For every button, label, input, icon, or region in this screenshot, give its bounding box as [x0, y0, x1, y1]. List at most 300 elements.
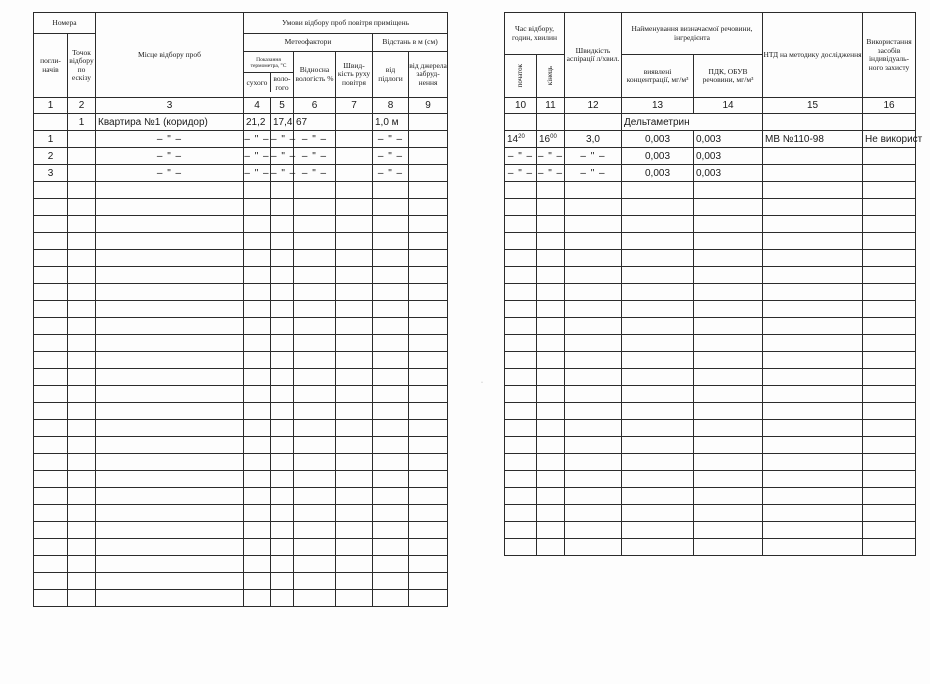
cell-c1: 2 [34, 148, 68, 165]
cell-c8 [373, 369, 409, 386]
cell-c8 [373, 573, 409, 590]
cell-c1 [34, 301, 68, 318]
cell-c10 [505, 335, 537, 352]
cell-c10 [505, 369, 537, 386]
cell-c7 [336, 301, 373, 318]
cell-c14: 0,003 [694, 148, 763, 165]
cell-c2 [68, 403, 96, 420]
cell-c14 [694, 471, 763, 488]
cell-c5 [271, 471, 294, 488]
cell-c5: 17,4 [271, 114, 294, 131]
cell-c10 [505, 437, 537, 454]
col-number: 9 [409, 98, 448, 114]
cell-c2 [68, 267, 96, 284]
cell-c16 [863, 505, 916, 522]
time-minutes: 20 [518, 133, 525, 140]
header-from-source: від джерела забруд-нення [409, 52, 448, 98]
cell-c3 [96, 420, 244, 437]
cell-c6 [294, 522, 336, 539]
cell-c13 [622, 352, 694, 369]
cell-c15: МВ №110-98 [763, 131, 863, 148]
cell-c1 [34, 403, 68, 420]
cell-c9 [409, 165, 448, 182]
cell-c12 [565, 301, 622, 318]
cell-c11 [537, 403, 565, 420]
cell-c16: Не використ [863, 131, 916, 148]
cell-c12 [565, 199, 622, 216]
cell-c10 [505, 165, 537, 182]
cell-c12 [565, 369, 622, 386]
col-number: 2 [68, 98, 96, 114]
cell-c13 [622, 216, 694, 233]
table-row [34, 437, 448, 454]
cell-c10 [505, 454, 537, 471]
cell-c11 [537, 250, 565, 267]
cell-c2 [68, 233, 96, 250]
cell-c15 [763, 420, 863, 437]
cell-c16 [863, 250, 916, 267]
cell-c6 [294, 403, 336, 420]
cell-c11 [537, 182, 565, 199]
header-dry: сухого [244, 73, 271, 92]
cell-c15 [763, 182, 863, 199]
cell-c11 [537, 267, 565, 284]
cell-c5: – " – [271, 165, 294, 182]
cell-c11 [537, 420, 565, 437]
cell-c13 [622, 505, 694, 522]
cell-c11 [537, 369, 565, 386]
cell-c2 [68, 199, 96, 216]
cell-c4 [244, 182, 271, 199]
cell-c16 [863, 182, 916, 199]
cell-c3 [96, 573, 244, 590]
table-row [505, 199, 916, 216]
cell-c5 [271, 216, 294, 233]
table-row [34, 369, 448, 386]
cell-c10 [505, 233, 537, 250]
cell-c9 [409, 386, 448, 403]
cell-c7 [336, 437, 373, 454]
cell-c10 [505, 318, 537, 335]
cell-c2 [68, 216, 96, 233]
header-air-speed: Швид-кість руху повітря [336, 52, 373, 98]
cell-c10 [505, 471, 537, 488]
cell-c2 [68, 318, 96, 335]
cell-c9 [409, 454, 448, 471]
cell-c9 [409, 182, 448, 199]
cell-c9 [409, 199, 448, 216]
cell-c8 [373, 182, 409, 199]
table-row [505, 148, 916, 165]
cell-c14 [694, 420, 763, 437]
cell-c7 [336, 165, 373, 182]
cell-c16 [863, 335, 916, 352]
cell-c9 [409, 556, 448, 573]
cell-c2 [68, 369, 96, 386]
substance-name-row [505, 114, 916, 131]
cell-c10 [505, 199, 537, 216]
header-conditions: Умови відбору проб повітря приміщень [244, 13, 448, 34]
cell-c8 [373, 250, 409, 267]
table-row [505, 437, 916, 454]
cell-c8 [373, 522, 409, 539]
cell-c1 [34, 471, 68, 488]
cell-c12: – " – [565, 165, 622, 182]
cell-c7 [336, 114, 373, 131]
cell-c11 [537, 131, 565, 148]
cell-c5 [271, 318, 294, 335]
cell-c6 [294, 539, 336, 556]
cell-c15 [763, 471, 863, 488]
cell-c5 [271, 250, 294, 267]
table-row [34, 522, 448, 539]
cell-c15 [763, 369, 863, 386]
cell-c7 [336, 454, 373, 471]
cell-c10 [505, 267, 537, 284]
cell-c11 [537, 539, 565, 556]
cell-c8: – " – [373, 131, 409, 148]
cell-c11 [537, 165, 565, 182]
cell-c14 [694, 233, 763, 250]
header-thermometer: Показання термометра, °С [244, 57, 293, 73]
col-number: 5 [271, 98, 294, 114]
cell-c9 [409, 267, 448, 284]
cell-c1 [34, 216, 68, 233]
cell-c3 [96, 233, 244, 250]
cell-c12 [565, 471, 622, 488]
cell-c16 [863, 403, 916, 420]
cell-c12 [565, 182, 622, 199]
header-from-floor: від підлоги [373, 52, 409, 98]
table-row [34, 420, 448, 437]
cell-c8: – " – [373, 148, 409, 165]
cell-c1 [34, 539, 68, 556]
cell-c12 [565, 284, 622, 301]
cell-c1: 3 [34, 165, 68, 182]
cell-c2 [68, 386, 96, 403]
cell-c11 [537, 216, 565, 233]
header-distance: Відстань в м (см) [373, 34, 448, 52]
cell-c6: 67 [294, 114, 336, 131]
table-row [34, 131, 448, 148]
cell-c6 [294, 454, 336, 471]
cell-c8 [373, 488, 409, 505]
right-sampling-table [504, 12, 923, 556]
table-row [34, 301, 448, 318]
col-number: 8 [373, 98, 409, 114]
cell-c2 [68, 352, 96, 369]
cell-c14: 0,003 [694, 165, 763, 182]
cell-c1 [34, 590, 68, 607]
header-start: початок [516, 64, 525, 88]
cell-c3: – " – [96, 148, 244, 165]
header-substance: Найменування визначаємої речовини, інгредієнта [622, 13, 763, 55]
cell-c4 [244, 590, 271, 607]
cell-c15 [763, 267, 863, 284]
table-row [505, 284, 916, 301]
table-row [505, 471, 916, 488]
cell-c5 [271, 437, 294, 454]
cell-c5 [271, 199, 294, 216]
cell-c14 [694, 352, 763, 369]
cell-c2 [68, 148, 96, 165]
cell-c9 [409, 335, 448, 352]
cell-c14 [694, 403, 763, 420]
cell-c15 [763, 199, 863, 216]
table-row [505, 250, 916, 267]
table-row [505, 454, 916, 471]
cell-c13 [622, 284, 694, 301]
cell-c9 [409, 573, 448, 590]
table-row [34, 216, 448, 233]
cell-c14 [694, 437, 763, 454]
header-ntd: НТД на методику дослідження [763, 13, 863, 98]
header-time: Час відбору, годин, хвилин [505, 13, 565, 55]
table-row [505, 216, 916, 233]
thermometer-subheaders [244, 73, 293, 92]
cell-c12 [565, 403, 622, 420]
cell-c6 [294, 318, 336, 335]
cell-c5 [271, 182, 294, 199]
cell-c2 [68, 573, 96, 590]
cell-c5 [271, 335, 294, 352]
cell-c8 [373, 352, 409, 369]
time-value: – " – [507, 150, 534, 162]
cell-c13 [622, 318, 694, 335]
table-row [34, 573, 448, 590]
cell-c13: 0,003 [622, 148, 694, 165]
header-wet: воло-гого [273, 74, 291, 92]
cell-c8 [373, 233, 409, 250]
cell-c15 [763, 335, 863, 352]
cell-c3 [96, 352, 244, 369]
cell-c6: – " – [294, 165, 336, 182]
cell-c6 [294, 182, 336, 199]
col-number: 7 [336, 98, 373, 114]
column-numbers-row [505, 98, 916, 114]
cell-c3 [96, 216, 244, 233]
cell-c13 [622, 267, 694, 284]
time-value: – " – [537, 150, 564, 162]
cell-c3 [96, 505, 244, 522]
cell-c3 [96, 267, 244, 284]
cell-c7 [336, 522, 373, 539]
table-row [505, 522, 916, 539]
cell-c13 [622, 403, 694, 420]
cell-c16 [863, 199, 916, 216]
cell-c4: – " – [244, 165, 271, 182]
cell-c9 [409, 250, 448, 267]
cell-c8 [373, 318, 409, 335]
cell-c10 [505, 539, 537, 556]
cell-c3 [96, 301, 244, 318]
cell-c1 [34, 352, 68, 369]
header-absorbers: погли-начів [34, 34, 68, 98]
cell-c6 [294, 335, 336, 352]
cell-c9 [409, 403, 448, 420]
cell-c3 [96, 284, 244, 301]
cell-c6 [294, 556, 336, 573]
table-row [34, 505, 448, 522]
cell-c3 [96, 590, 244, 607]
cell-c4 [244, 199, 271, 216]
cell-c12 [565, 454, 622, 471]
cell-c1: 1 [34, 131, 68, 148]
cell-c6 [294, 505, 336, 522]
cell-c13 [622, 471, 694, 488]
cell-c11 [537, 318, 565, 335]
cell-c5 [271, 267, 294, 284]
cell-c5 [271, 488, 294, 505]
cell-c2 [68, 590, 96, 607]
cell-c11 [537, 488, 565, 505]
cell-c5 [271, 386, 294, 403]
cell-c4 [244, 233, 271, 250]
cell-c15 [763, 216, 863, 233]
cell-c16 [863, 267, 916, 284]
table-row [505, 403, 916, 420]
cell-c9 [409, 284, 448, 301]
cell-c1 [34, 318, 68, 335]
cell-c8 [373, 335, 409, 352]
cell-c13 [622, 539, 694, 556]
cell-c16 [863, 369, 916, 386]
cell-c11 [537, 454, 565, 471]
cell-c11 [537, 301, 565, 318]
cell-c13 [622, 488, 694, 505]
cell-c11 [537, 335, 565, 352]
cell-c1 [34, 437, 68, 454]
cell-c16 [863, 471, 916, 488]
cell-c4: – " – [244, 148, 271, 165]
cell-c5 [271, 352, 294, 369]
cell-c5: – " – [271, 148, 294, 165]
cell-c3 [96, 403, 244, 420]
cell-c4 [244, 539, 271, 556]
table-row [34, 165, 448, 182]
column-numbers-row [34, 98, 448, 114]
cell-c9 [409, 131, 448, 148]
cell-c9 [409, 488, 448, 505]
cell-c10 [505, 284, 537, 301]
cell-c8 [373, 471, 409, 488]
table-row [34, 556, 448, 573]
cell-c2 [68, 556, 96, 573]
time-value: 14 [507, 133, 519, 145]
cell-c13 [622, 437, 694, 454]
cell-c12 [565, 386, 622, 403]
cell-c3: – " – [96, 165, 244, 182]
cell-c12 [565, 539, 622, 556]
cell-c2 [68, 335, 96, 352]
cell-c6 [294, 437, 336, 454]
col-number: 16 [863, 98, 916, 114]
cell-c10 [505, 420, 537, 437]
cell-c10 [505, 488, 537, 505]
time-value: – " – [537, 167, 564, 179]
cell-c13 [622, 369, 694, 386]
cell-c8 [373, 454, 409, 471]
cell-c5 [271, 522, 294, 539]
cell-c7 [336, 199, 373, 216]
cell-c4 [244, 386, 271, 403]
table-row [34, 182, 448, 199]
left-sampling-table [33, 12, 448, 607]
cell-c15 [763, 318, 863, 335]
cell-c5 [271, 301, 294, 318]
cell-c2 [68, 250, 96, 267]
cell-c13 [622, 454, 694, 471]
cell-c16 [863, 454, 916, 471]
cell-c10 [505, 403, 537, 420]
cell-c7 [336, 216, 373, 233]
cell-c12 [565, 233, 622, 250]
cell-c10 [505, 352, 537, 369]
cell-c13 [622, 233, 694, 250]
cell-c6 [294, 267, 336, 284]
table-row [505, 233, 916, 250]
cell-c13 [622, 301, 694, 318]
cell-c11 [537, 148, 565, 165]
cell-c4 [244, 505, 271, 522]
cell-c3 [96, 488, 244, 505]
table-row [505, 352, 916, 369]
table-row [34, 148, 448, 165]
substance-name: Дельтаметрин [622, 114, 763, 131]
table-row [34, 250, 448, 267]
time-value: – " – [507, 167, 534, 179]
cell-c16 [863, 352, 916, 369]
cell-c13 [622, 522, 694, 539]
cell-c6 [294, 573, 336, 590]
col-number: 14 [694, 98, 763, 114]
cell-c13 [622, 335, 694, 352]
cell-c4 [244, 318, 271, 335]
cell-c9 [409, 420, 448, 437]
cell-c5 [271, 369, 294, 386]
cell-c16 [863, 386, 916, 403]
cell-c2 [68, 420, 96, 437]
cell-c15 [763, 505, 863, 522]
cell-c10 [505, 131, 537, 148]
cell-c14 [694, 284, 763, 301]
cell-c10 [505, 182, 537, 199]
table-row [34, 403, 448, 420]
cell-c7 [336, 369, 373, 386]
cell-c14 [694, 250, 763, 267]
cell-c14 [694, 488, 763, 505]
cell-c16 [863, 539, 916, 556]
col-number: 11 [537, 98, 565, 114]
cell-c7 [336, 318, 373, 335]
cell-c3: Квартира №1 (коридор) [96, 114, 244, 131]
cell-c8 [373, 505, 409, 522]
cell-c11 [537, 437, 565, 454]
table-row [34, 199, 448, 216]
cell-c15 [763, 165, 863, 182]
cell-c5 [271, 573, 294, 590]
cell-c7 [336, 471, 373, 488]
cell-c14 [694, 369, 763, 386]
cell-c1 [34, 335, 68, 352]
cell-c4 [244, 369, 271, 386]
cell-c1 [34, 556, 68, 573]
cell-c2 [68, 301, 96, 318]
table-row [505, 335, 916, 352]
cell-c5 [271, 420, 294, 437]
cell-c6 [294, 301, 336, 318]
cell-c8 [373, 199, 409, 216]
